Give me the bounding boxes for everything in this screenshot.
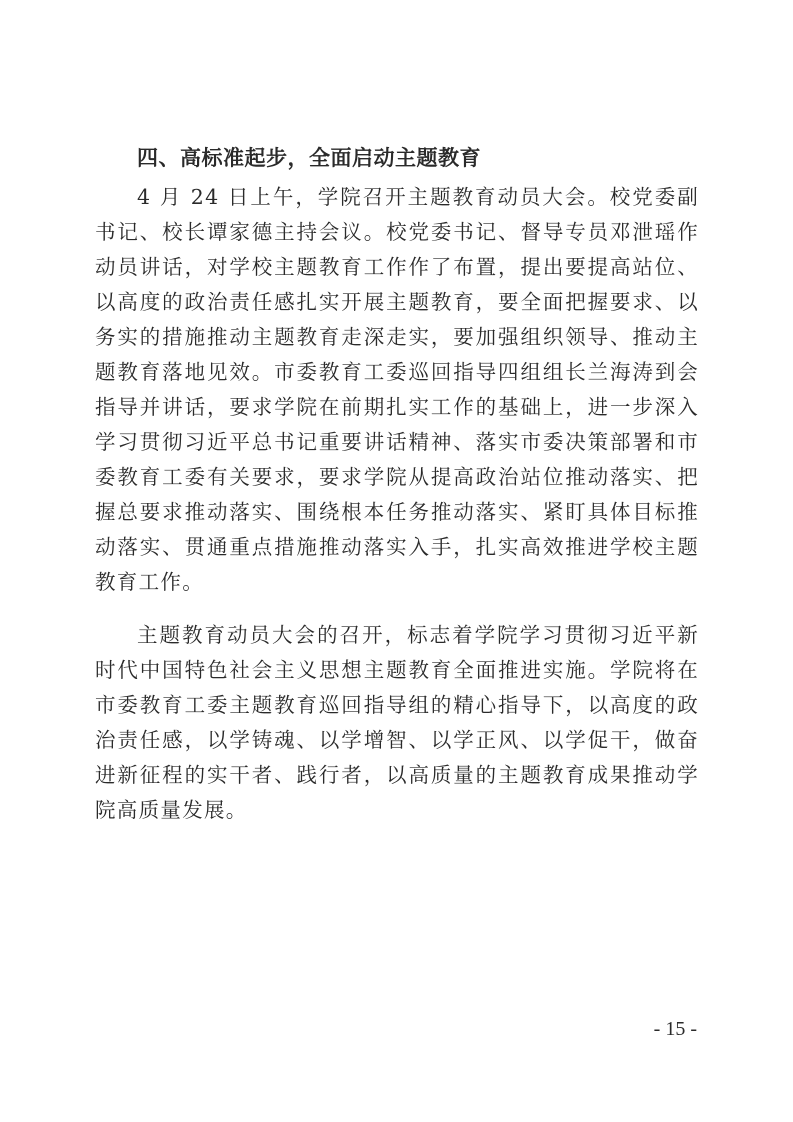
body-paragraph-2: 主题教育动员大会的召开，标志着学院学习贯彻习近平新时代中国特色社会主义思想主题教育全面推进实施。学院将在市委教育工委主题教育巡回指导组的精心指导下，以高度的政治责任感，以学铸魂、以学增智、以学正风、以学促干，做奋进新征程的实干者、践行者，以高质量的主题教育成果推动学院高质量发展。 bbox=[95, 623, 699, 822]
page-number: - 15 - bbox=[653, 1018, 697, 1040]
section-heading: 四、高标准起步，全面启动主题教育 bbox=[137, 146, 481, 170]
body-paragraph-1: 4 月 24 日上午，学院召开主题教育动员大会。校党委副书记、校长谭家德主持会议。校党委书记、督导专员邓泄瑶作动员讲话，对学校主题教育工作作了布置，提出要提高站位、以高度的政治责任感扎实开展主题教育，要全面把握要求、以务实的措施推动主题教育走深走实，要加强组织领导、推动主题教育落地见效。市委教育工委巡回指导四组组长兰海涛到会指导并讲话，要求学院在前期扎实工作的基础上，进一步深入学习贯彻习近平总书记重要讲话精神、落实市委决策部署和市委教育工委有关要求，要求学院从提高政治站位推动落实、把握总要求推动落实、围绕根本任务推动落实、紧盯具体目标推动落实、贯通重点措施推动落实入手，扎实高效推进学校主题教育工作。 bbox=[95, 185, 699, 594]
